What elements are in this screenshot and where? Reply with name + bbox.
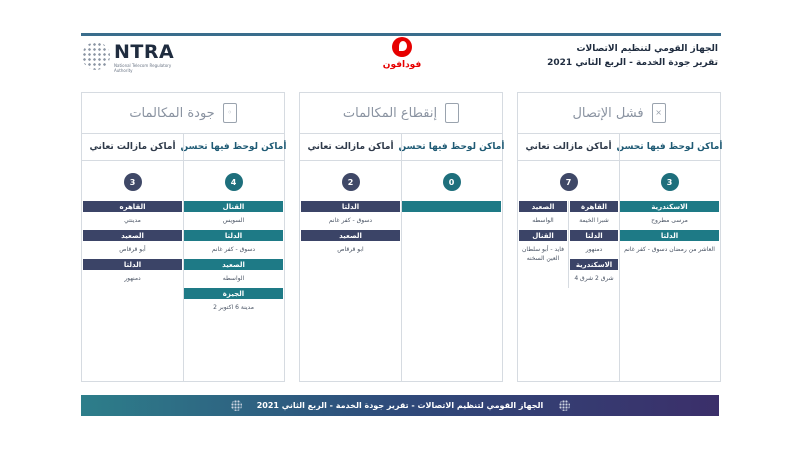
panel-title: إنقطاع المكالمات (342, 105, 438, 121)
region-label: القاهرة (570, 201, 618, 212)
globe-icon (559, 400, 570, 411)
footer-text: الجهاز القومي لتنظيم الاتصالات - تقرير جودة الخدمة - الربع الثاني 2021 (256, 401, 544, 410)
still-header: أماكن مازالت تعاني (82, 134, 183, 161)
header-line-2: تقرير جودة الخدمة - الربع الثاني 2021 (547, 58, 718, 68)
improved-header: أماكن لوحظ فيها تحسن (183, 134, 284, 161)
still-subcolumns (518, 201, 619, 288)
place-list: السويس (222, 217, 245, 224)
still-subcolumn-a (569, 201, 619, 288)
place-list: الواسطه (222, 275, 245, 282)
region-label: القاهره (83, 201, 182, 212)
logo-name: NTRA (114, 41, 175, 63)
footer-banner (81, 395, 719, 416)
improved-column (398, 134, 505, 381)
place-list: العاشر من رمضان دسوق - كفر غانم (624, 246, 715, 253)
improved-header: أماكن لوحظ فيها تحسن (619, 134, 720, 161)
region-label: القنال (184, 201, 283, 212)
region-label: القنال (519, 230, 567, 241)
phone-signal-icon: ◦ (223, 103, 237, 123)
still-header: أماكن مازالت تعاني (300, 134, 401, 161)
region-label: الجيزة (184, 288, 283, 299)
panel-call-quality (81, 92, 285, 382)
still-header: أماكن مازالت تعاني (518, 134, 619, 161)
region-label: الصعيد (519, 201, 567, 212)
region-label: الدلتا (301, 201, 400, 212)
vodafone-logo (380, 37, 424, 77)
logo-subtitle: National Telecom Regulatory Authority (114, 63, 172, 73)
place-list: دسوق - كفر غانم (328, 217, 373, 224)
region-label-empty (402, 201, 501, 212)
still-count: 2 (342, 173, 360, 191)
place-list: أبو قرقاص (119, 246, 146, 253)
region-label: الاسكندرية (620, 201, 719, 212)
place-list: مدينتي (124, 217, 141, 224)
improved-column (616, 134, 723, 381)
region-label: الصعيد (184, 259, 283, 270)
place-list: مدينة 6 اكتوبر 2 (213, 304, 254, 311)
panel-title: جودة المكالمات (129, 105, 215, 121)
still-subcolumn-b (518, 201, 569, 288)
place-list: شبرا الخيمة (579, 217, 609, 224)
panel-dropped-calls (299, 92, 503, 382)
vodafone-icon (392, 37, 412, 57)
operator-name: فودافون (382, 60, 422, 70)
header-line-1: الجهاز القومي لتنظيم الاتصالات (576, 44, 718, 54)
panel-title: فشل الإتصال (572, 105, 644, 121)
phone-x-icon: × (652, 103, 666, 123)
globe-icon (231, 400, 242, 411)
region-label: الدلتا (184, 230, 283, 241)
region-label: الاسكندرية (570, 259, 618, 270)
region-label: الصعيد (83, 230, 182, 241)
place-list: ابو قرقاص (337, 246, 364, 253)
ntra-logo (82, 40, 175, 74)
report-header (547, 42, 718, 70)
place-list: فايد - أبو سلطان العين السخنه (521, 246, 564, 262)
still-count: 3 (124, 173, 142, 191)
top-accent-bar (81, 33, 721, 36)
place-list: دسوق - كفر غانم (211, 246, 256, 253)
place-list: شرق 2 شرق 4 (574, 275, 614, 282)
region-label: الدلتا (83, 259, 182, 270)
still-count: 7 (560, 173, 578, 191)
improved-count: 3 (661, 173, 679, 191)
place-list: الواسطه (532, 217, 554, 224)
region-label: الصعيد (301, 230, 400, 241)
improved-column (180, 134, 287, 381)
panel-title-row (518, 93, 720, 134)
region-label: الدلتا (570, 230, 618, 241)
place-list: دمنهور (124, 275, 141, 282)
phone-icon (445, 103, 459, 123)
region-label: الدلتا (620, 230, 719, 241)
still-suffering-column (82, 134, 184, 381)
panel-title-row (82, 93, 284, 134)
place-list: دمنهور (585, 246, 603, 253)
panel-call-failure (517, 92, 721, 382)
place-list: مرسى مطروح (651, 217, 688, 224)
improved-count: 4 (225, 173, 243, 191)
improved-count: 0 (443, 173, 461, 191)
still-suffering-column (300, 134, 402, 381)
panel-title-row (300, 93, 502, 134)
improved-header: أماكن لوحظ فيها تحسن (401, 134, 502, 161)
still-suffering-column (518, 134, 620, 381)
ntra-globe-icon (82, 42, 110, 70)
